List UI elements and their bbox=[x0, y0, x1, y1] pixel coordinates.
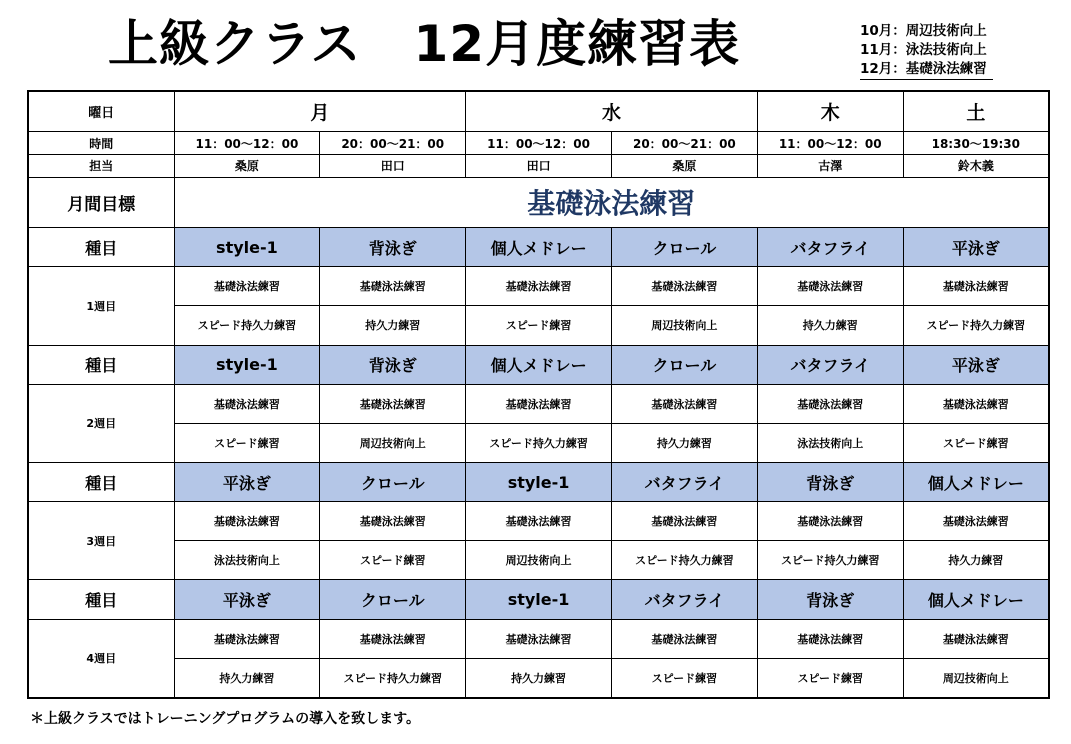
event-label: 種目 bbox=[28, 580, 174, 619]
practice-cell: 周辺技術向上 bbox=[320, 423, 466, 462]
time-cell: 18:30～19:30 bbox=[903, 132, 1049, 155]
event-row bbox=[28, 228, 1049, 267]
monthly-themes bbox=[860, 22, 993, 80]
tanto-label: 担当 bbox=[28, 154, 174, 177]
practice-cell: 持久力練習 bbox=[611, 423, 757, 462]
event-row bbox=[28, 462, 1049, 501]
practice-cell: 基礎泳法練習 bbox=[174, 384, 320, 423]
event-cell: クロール bbox=[611, 345, 757, 384]
practice-cell: 基礎泳法練習 bbox=[320, 619, 466, 658]
practice-row bbox=[28, 267, 1049, 306]
event-row bbox=[28, 345, 1049, 384]
event-label: 種目 bbox=[28, 228, 174, 267]
practice-row bbox=[28, 306, 1049, 345]
event-cell: クロール bbox=[611, 228, 757, 267]
practice-cell: スピード練習 bbox=[611, 658, 757, 698]
staff-cell: 桑原 bbox=[174, 154, 320, 177]
practice-cell: 基礎泳法練習 bbox=[174, 267, 320, 306]
practice-cell: 基礎泳法練習 bbox=[174, 502, 320, 541]
practice-cell: スピード練習 bbox=[320, 541, 466, 580]
event-cell: 背泳ぎ bbox=[320, 228, 466, 267]
practice-cell: 基礎泳法練習 bbox=[757, 384, 903, 423]
practice-cell: 泳法技術向上 bbox=[757, 423, 903, 462]
practice-cell: 基礎泳法練習 bbox=[466, 619, 612, 658]
event-cell: 平泳ぎ bbox=[174, 580, 320, 619]
practice-cell: 基礎泳法練習 bbox=[903, 384, 1049, 423]
practice-cell: 基礎泳法練習 bbox=[757, 267, 903, 306]
practice-cell: 基礎泳法練習 bbox=[320, 267, 466, 306]
event-cell: style-1 bbox=[174, 228, 320, 267]
practice-cell: 周辺技術向上 bbox=[903, 658, 1049, 698]
event-cell: 個人メドレー bbox=[903, 462, 1049, 501]
practice-cell: スピード練習 bbox=[903, 423, 1049, 462]
practice-cell: 基礎泳法練習 bbox=[611, 502, 757, 541]
week-label: 1週目 bbox=[28, 267, 174, 345]
practice-cell: 基礎泳法練習 bbox=[320, 384, 466, 423]
practice-cell: スピード練習 bbox=[174, 423, 320, 462]
practice-cell: スピード持久力練習 bbox=[757, 541, 903, 580]
time-cell: 11：00～12：00 bbox=[757, 132, 903, 155]
day-row bbox=[28, 91, 1049, 132]
time-cell: 20：00～21：00 bbox=[611, 132, 757, 155]
practice-cell: 周辺技術向上 bbox=[466, 541, 612, 580]
practice-row bbox=[28, 619, 1049, 658]
practice-cell: 基礎泳法練習 bbox=[903, 502, 1049, 541]
practice-cell: 基礎泳法練習 bbox=[466, 384, 612, 423]
event-cell: 個人メドレー bbox=[466, 228, 612, 267]
title-month: 12月度練習表 bbox=[413, 15, 741, 73]
event-cell: 背泳ぎ bbox=[320, 345, 466, 384]
practice-cell: 基礎泳法練習 bbox=[611, 267, 757, 306]
practice-cell: 基礎泳法練習 bbox=[466, 502, 612, 541]
event-cell: 平泳ぎ bbox=[903, 228, 1049, 267]
event-cell: バタフライ bbox=[757, 345, 903, 384]
jikan-label: 時間 bbox=[28, 132, 174, 155]
practice-cell: 周辺技術向上 bbox=[611, 306, 757, 345]
goal-row bbox=[28, 177, 1049, 227]
practice-cell: 基礎泳法練習 bbox=[174, 619, 320, 658]
time-cell: 11：00～12：00 bbox=[466, 132, 612, 155]
event-cell: 背泳ぎ bbox=[757, 580, 903, 619]
event-cell: style-1 bbox=[466, 580, 612, 619]
practice-cell: 基礎泳法練習 bbox=[320, 502, 466, 541]
event-cell: 個人メドレー bbox=[903, 580, 1049, 619]
page-title bbox=[108, 14, 740, 74]
note-october: 10月：周辺技術向上 bbox=[860, 23, 987, 39]
event-cell: 平泳ぎ bbox=[174, 462, 320, 501]
week-label: 4週目 bbox=[28, 619, 174, 698]
week-label: 3週目 bbox=[28, 502, 174, 580]
practice-cell: スピード持久力練習 bbox=[174, 306, 320, 345]
time-cell: 11：00～12：00 bbox=[174, 132, 320, 155]
event-row bbox=[28, 580, 1049, 619]
event-cell: クロール bbox=[320, 580, 466, 619]
practice-cell: 基礎泳法練習 bbox=[466, 267, 612, 306]
note-november: 11月：泳法技術向上 bbox=[860, 42, 987, 58]
event-cell: 個人メドレー bbox=[466, 345, 612, 384]
staff-cell: 鈴木義 bbox=[903, 154, 1049, 177]
day-saturday: 土 bbox=[903, 91, 1049, 132]
schedule-table bbox=[27, 90, 1050, 699]
event-cell: 平泳ぎ bbox=[903, 345, 1049, 384]
day-wednesday: 水 bbox=[466, 91, 758, 132]
event-cell: style-1 bbox=[466, 462, 612, 501]
practice-cell: スピード練習 bbox=[466, 306, 612, 345]
practice-cell: スピード練習 bbox=[757, 658, 903, 698]
event-cell: クロール bbox=[320, 462, 466, 501]
practice-cell: 基礎泳法練習 bbox=[903, 267, 1049, 306]
title-class: 上級クラス bbox=[108, 15, 362, 73]
practice-row bbox=[28, 541, 1049, 580]
staff-row bbox=[28, 154, 1049, 177]
time-row bbox=[28, 132, 1049, 155]
practice-cell: 持久力練習 bbox=[903, 541, 1049, 580]
practice-cell: 泳法技術向上 bbox=[174, 541, 320, 580]
practice-cell: 基礎泳法練習 bbox=[757, 502, 903, 541]
practice-row bbox=[28, 384, 1049, 423]
practice-cell: 持久力練習 bbox=[466, 658, 612, 698]
staff-cell: 田口 bbox=[320, 154, 466, 177]
goal-label: 月間目標 bbox=[28, 177, 174, 227]
practice-cell: 持久力練習 bbox=[174, 658, 320, 698]
practice-row bbox=[28, 423, 1049, 462]
practice-cell: 持久力練習 bbox=[320, 306, 466, 345]
practice-row bbox=[28, 502, 1049, 541]
practice-cell: スピード持久力練習 bbox=[466, 423, 612, 462]
event-label: 種目 bbox=[28, 345, 174, 384]
practice-cell: スピード持久力練習 bbox=[903, 306, 1049, 345]
youbi-label: 曜日 bbox=[28, 91, 174, 132]
practice-cell: スピード持久力練習 bbox=[611, 541, 757, 580]
staff-cell: 古澤 bbox=[757, 154, 903, 177]
practice-cell: 持久力練習 bbox=[757, 306, 903, 345]
monthly-goal: 基礎泳法練習 bbox=[174, 177, 1049, 227]
time-cell: 20：00～21：00 bbox=[320, 132, 466, 155]
practice-cell: 基礎泳法練習 bbox=[611, 384, 757, 423]
staff-cell: 桑原 bbox=[611, 154, 757, 177]
event-cell: style-1 bbox=[174, 345, 320, 384]
note-december: 12月：基礎泳法練習 bbox=[860, 60, 993, 80]
event-cell: 背泳ぎ bbox=[757, 462, 903, 501]
practice-cell: スピード持久力練習 bbox=[320, 658, 466, 698]
day-monday: 月 bbox=[174, 91, 466, 132]
practice-cell: 基礎泳法練習 bbox=[903, 619, 1049, 658]
practice-row bbox=[28, 658, 1049, 698]
event-cell: バタフライ bbox=[611, 462, 757, 501]
staff-cell: 田口 bbox=[466, 154, 612, 177]
event-cell: バタフライ bbox=[757, 228, 903, 267]
week-label: 2週目 bbox=[28, 384, 174, 462]
event-cell: バタフライ bbox=[611, 580, 757, 619]
event-label: 種目 bbox=[28, 462, 174, 501]
day-thursday: 木 bbox=[757, 91, 903, 132]
footnote: ＊上級クラスではトレーニングプログラムの導入を致します。 bbox=[30, 711, 421, 727]
practice-cell: 基礎泳法練習 bbox=[757, 619, 903, 658]
practice-cell: 基礎泳法練習 bbox=[611, 619, 757, 658]
